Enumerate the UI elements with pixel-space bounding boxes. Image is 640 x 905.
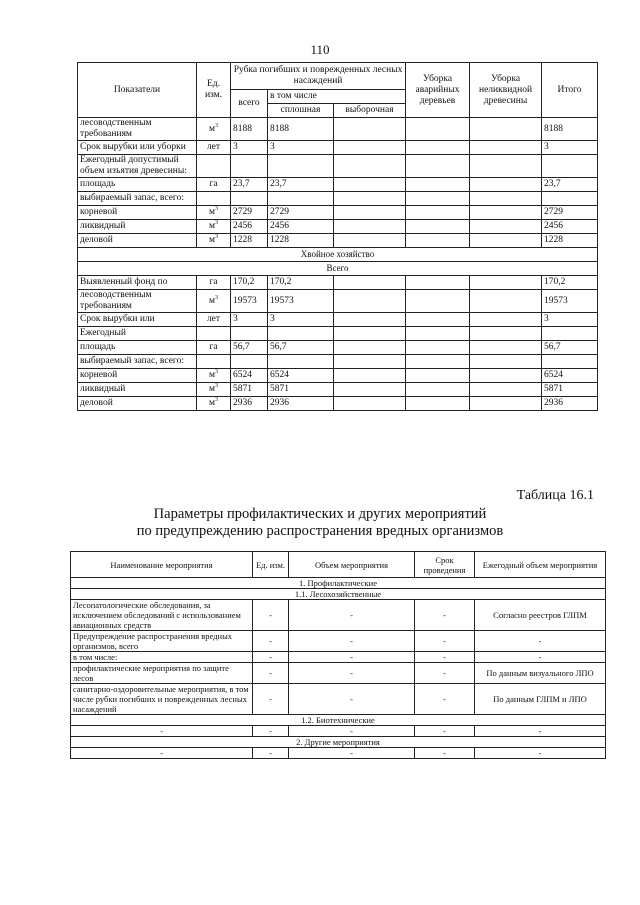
unit-superscript: 3 [215, 396, 218, 403]
cell-indicator: деловой [78, 234, 197, 248]
cell-unit [197, 383, 231, 397]
header-emergency: Уборка аварийных деревьев [406, 63, 470, 118]
unit-text: м [208, 370, 215, 380]
cell-indicator: Ежегодный [78, 327, 197, 341]
cell-indicator: площадь [78, 178, 197, 192]
cell-total-felling [231, 155, 268, 178]
cell-total-felling: 23,7 [231, 178, 268, 192]
unit-superscript: 3 [215, 122, 218, 129]
header-felling-group: Рубка погибших и поврежденных лесных насаждений [231, 63, 406, 90]
unit-text: м [208, 398, 215, 408]
cell-clear: 6524 [268, 369, 334, 383]
cell-term: - [415, 631, 475, 652]
cell-clear: 170,2 [268, 276, 334, 290]
cell-indicator: ликвидный [78, 383, 197, 397]
cell-emergency [406, 141, 470, 155]
cell-clear: 2729 [268, 206, 334, 220]
cell-total-felling: 56,7 [231, 341, 268, 355]
cell-selective [334, 118, 406, 141]
cell-selective [334, 290, 406, 313]
cell-total [542, 192, 598, 206]
cell-total-felling: 2729 [231, 206, 268, 220]
cell-name: Предупреждение распространения вредных организмов, всего [71, 631, 253, 652]
cell-indicator: лесоводственным требованиям [78, 290, 197, 313]
cell-volume: - [289, 652, 415, 663]
cell-total-felling [231, 327, 268, 341]
cell-emergency [406, 369, 470, 383]
cell-clear: 19573 [268, 290, 334, 313]
unit-text: лет [206, 314, 221, 324]
unit-text: м [208, 235, 215, 245]
unit-superscript: 3 [215, 368, 218, 375]
cell-unit: - [253, 652, 289, 663]
cell-total [542, 355, 598, 369]
cell-unit [197, 276, 231, 290]
cell-illiquid [470, 118, 542, 141]
cell-term: - [415, 600, 475, 631]
cell-illiquid [470, 397, 542, 411]
cell-unit [197, 118, 231, 141]
cell-illiquid [470, 341, 542, 355]
cell-name: в том числе: [71, 652, 253, 663]
page-number: 110 [310, 42, 330, 57]
cell-selective [334, 234, 406, 248]
cell-total-felling: 1228 [231, 234, 268, 248]
cell-clear [268, 355, 334, 369]
cell-selective [334, 192, 406, 206]
cell-unit [197, 234, 231, 248]
cell-selective [334, 313, 406, 327]
cell-annual: - [475, 726, 606, 737]
forest-felling-table [77, 62, 598, 411]
cell-unit: - [253, 663, 289, 684]
cell-total [542, 155, 598, 178]
unit-text: га [209, 179, 218, 189]
cell-volume: - [289, 726, 415, 737]
cell-emergency [406, 383, 470, 397]
cell-name: Лесопатологические обследования, за исключением обследований с использованием авиационных средств [71, 600, 253, 631]
unit-text: га [209, 277, 218, 287]
unit-superscript: 3 [215, 294, 218, 301]
cell-unit: - [253, 748, 289, 759]
cell-indicator: деловой [78, 397, 197, 411]
table-row [78, 397, 598, 411]
cell-clear [268, 155, 334, 178]
unit-superscript: 3 [215, 233, 218, 240]
cell-unit [197, 369, 231, 383]
cell-clear: 5871 [268, 383, 334, 397]
cell-indicator: площадь [78, 341, 197, 355]
cell-name: профилактические мероприятия по защите лесов [71, 663, 253, 684]
table-row [71, 631, 606, 652]
cell-illiquid [470, 192, 542, 206]
cell-annual: - [475, 631, 606, 652]
cell-selective [334, 155, 406, 178]
cell-emergency [406, 355, 470, 369]
cell-total-felling: 6524 [231, 369, 268, 383]
cell-illiquid [470, 155, 542, 178]
cell-clear: 8188 [268, 118, 334, 141]
cell-volume: - [289, 684, 415, 715]
cell-name: санитарно-оздоровительные мероприятия, в том числе рубки погибших и поврежденных лесных насаждений [71, 684, 253, 715]
cell-indicator: Ежегодный допустимый объем изъятия древесины: [78, 155, 197, 178]
cell-emergency [406, 290, 470, 313]
cell-total-felling: 170,2 [231, 276, 268, 290]
cell-clear [268, 192, 334, 206]
header-name: Наименование мероприятия [71, 552, 253, 578]
cell-indicator: лесоводственным требованиям [78, 118, 197, 141]
table-row [78, 118, 598, 141]
cell-illiquid [470, 313, 542, 327]
header-clear: сплошная [268, 104, 334, 118]
cell-emergency [406, 178, 470, 192]
cell-total-felling: 19573 [231, 290, 268, 313]
cell-unit [197, 341, 231, 355]
header-unit: Ед. изм. [253, 552, 289, 578]
unit-text: м [208, 384, 215, 394]
cell-emergency [406, 192, 470, 206]
table-row [78, 192, 598, 206]
cell-emergency [406, 327, 470, 341]
header-annual: Ежегодный объем мероприятия [475, 552, 606, 578]
header-selective: выборочная [334, 104, 406, 118]
cell-total-felling: 3 [231, 313, 268, 327]
cell-emergency [406, 341, 470, 355]
cell-total: 2936 [542, 397, 598, 411]
table-number: Таблица 16.1 [516, 488, 594, 503]
cell-total: 170,2 [542, 276, 598, 290]
cell-indicator: Срок вырубки или [78, 313, 197, 327]
table-row [78, 206, 598, 220]
table-row [78, 276, 598, 290]
cell-indicator: корневой [78, 369, 197, 383]
table-row [71, 652, 606, 663]
cell-indicator: выбираемый запас, всего: [78, 355, 197, 369]
cell-selective [334, 220, 406, 234]
cell-clear: 1228 [268, 234, 334, 248]
cell-total-felling: 5871 [231, 383, 268, 397]
cell-selective [334, 341, 406, 355]
cell-emergency [406, 276, 470, 290]
cell-selective [334, 276, 406, 290]
cell-emergency [406, 118, 470, 141]
table-row [71, 684, 606, 715]
table-row [78, 178, 598, 192]
table-row [78, 220, 598, 234]
cell-term: - [415, 663, 475, 684]
cell-selective [334, 355, 406, 369]
unit-text: м [208, 295, 215, 306]
cell-illiquid [470, 234, 542, 248]
header-total-felling: всего [231, 90, 268, 118]
table-title-line1: Параметры профилактических и других мероприятий [153, 506, 487, 522]
unit-text: м [208, 221, 215, 231]
cell-volume: - [289, 600, 415, 631]
unit-text: лет [206, 142, 221, 152]
table-row [78, 327, 598, 341]
cell-illiquid [470, 369, 542, 383]
cell-selective [334, 383, 406, 397]
table-row [78, 355, 598, 369]
cell-unit: - [253, 600, 289, 631]
cell-total: 1228 [542, 234, 598, 248]
cell-unit: - [253, 726, 289, 737]
section-title: Хвойное хозяйство [78, 248, 598, 262]
cell-emergency [406, 397, 470, 411]
cell-total-felling: 2456 [231, 220, 268, 234]
cell-term: - [415, 748, 475, 759]
table-row [71, 600, 606, 631]
cell-unit [197, 192, 231, 206]
table-row [78, 155, 598, 178]
cell-indicator: Выявленный фонд по [78, 276, 197, 290]
cell-annual: - [475, 652, 606, 663]
cell-clear: 23,7 [268, 178, 334, 192]
cell-clear: 2456 [268, 220, 334, 234]
cell-unit [197, 141, 231, 155]
cell-total: 56,7 [542, 341, 598, 355]
cell-emergency [406, 234, 470, 248]
cell-clear: 3 [268, 141, 334, 155]
cell-volume: - [289, 748, 415, 759]
cell-total: 6524 [542, 369, 598, 383]
header-indicators: Показатели [78, 63, 197, 118]
cell-total: 3 [542, 141, 598, 155]
cell-unit: - [253, 684, 289, 715]
cell-term: - [415, 652, 475, 663]
header-volume: Объем мероприятия [289, 552, 415, 578]
cell-unit [197, 220, 231, 234]
cell-unit [197, 155, 231, 178]
cell-selective [334, 206, 406, 220]
cell-illiquid [470, 178, 542, 192]
cell-total-felling: 8188 [231, 118, 268, 141]
cell-unit [197, 178, 231, 192]
cell-selective [334, 178, 406, 192]
cell-illiquid [470, 290, 542, 313]
cell-selective [334, 369, 406, 383]
section-subtitle: Всего [78, 262, 598, 276]
cell-unit [197, 355, 231, 369]
table-row [78, 290, 598, 313]
cell-term: - [415, 684, 475, 715]
section-biotechnical: 1.2. Биотехнические [71, 715, 606, 726]
table-row [78, 313, 598, 327]
cell-unit: - [253, 631, 289, 652]
table-row [78, 141, 598, 155]
header-term: Срок проведения [415, 552, 475, 578]
cell-unit [197, 327, 231, 341]
unit-superscript: 3 [215, 205, 218, 212]
cell-illiquid [470, 383, 542, 397]
cell-emergency [406, 155, 470, 178]
unit-text: га [209, 342, 218, 352]
cell-emergency [406, 220, 470, 234]
table-row [78, 369, 598, 383]
section-preventive: 1. Профилактические [71, 578, 606, 589]
cell-selective [334, 141, 406, 155]
cell-illiquid [470, 327, 542, 341]
cell-total-felling [231, 192, 268, 206]
table-row [78, 341, 598, 355]
cell-clear: 3 [268, 313, 334, 327]
cell-annual: Согласно реестров ГЛПМ [475, 600, 606, 631]
cell-unit [197, 313, 231, 327]
cell-illiquid [470, 141, 542, 155]
header-unit: Ед. изм. [197, 63, 231, 118]
cell-clear: 56,7 [268, 341, 334, 355]
unit-text: м [208, 207, 215, 217]
cell-total [542, 327, 598, 341]
cell-unit [197, 206, 231, 220]
cell-emergency [406, 206, 470, 220]
cell-total: 5871 [542, 383, 598, 397]
cell-name: - [71, 726, 253, 737]
unit-superscript: 3 [215, 382, 218, 389]
header-including: в том числе [268, 90, 406, 104]
cell-indicator: выбираемый запас, всего: [78, 192, 197, 206]
cell-unit [197, 290, 231, 313]
cell-illiquid [470, 206, 542, 220]
cell-volume: - [289, 631, 415, 652]
cell-clear: 2936 [268, 397, 334, 411]
cell-selective [334, 327, 406, 341]
cell-term: - [415, 726, 475, 737]
pest-measures-table [70, 551, 606, 759]
cell-indicator: ликвидный [78, 220, 197, 234]
cell-illiquid [470, 220, 542, 234]
section-other: 2. Другие мероприятия [71, 737, 606, 748]
cell-volume: - [289, 663, 415, 684]
unit-superscript: 3 [215, 219, 218, 226]
cell-name: - [71, 748, 253, 759]
cell-unit [197, 397, 231, 411]
header-total: Итого [542, 63, 598, 118]
table-row [71, 663, 606, 684]
cell-illiquid [470, 355, 542, 369]
unit-text: м [208, 123, 215, 134]
cell-emergency [406, 313, 470, 327]
cell-illiquid [470, 276, 542, 290]
cell-indicator: корневой [78, 206, 197, 220]
cell-total: 2456 [542, 220, 598, 234]
table-title [0, 506, 640, 540]
cell-total: 8188 [542, 118, 598, 141]
cell-annual: - [475, 748, 606, 759]
section-forestry: 1.1. Лесохозяйственные [71, 589, 606, 600]
cell-total-felling [231, 355, 268, 369]
table-row [78, 234, 598, 248]
table-row [78, 383, 598, 397]
table-title-line2: по предупреждению распространения вредных организмов [136, 523, 504, 539]
cell-total-felling: 2936 [231, 397, 268, 411]
cell-clear [268, 327, 334, 341]
cell-indicator: Срок вырубки или уборки [78, 141, 197, 155]
cell-annual: По данным визуального ЛПО [475, 663, 606, 684]
cell-selective [334, 397, 406, 411]
header-illiquid: Уборка неликвидной древесины [470, 63, 542, 118]
cell-total: 2729 [542, 206, 598, 220]
cell-annual: По данным ГЛПМ и ЛПО [475, 684, 606, 715]
cell-total: 19573 [542, 290, 598, 313]
cell-total: 3 [542, 313, 598, 327]
cell-total: 23,7 [542, 178, 598, 192]
cell-total-felling: 3 [231, 141, 268, 155]
